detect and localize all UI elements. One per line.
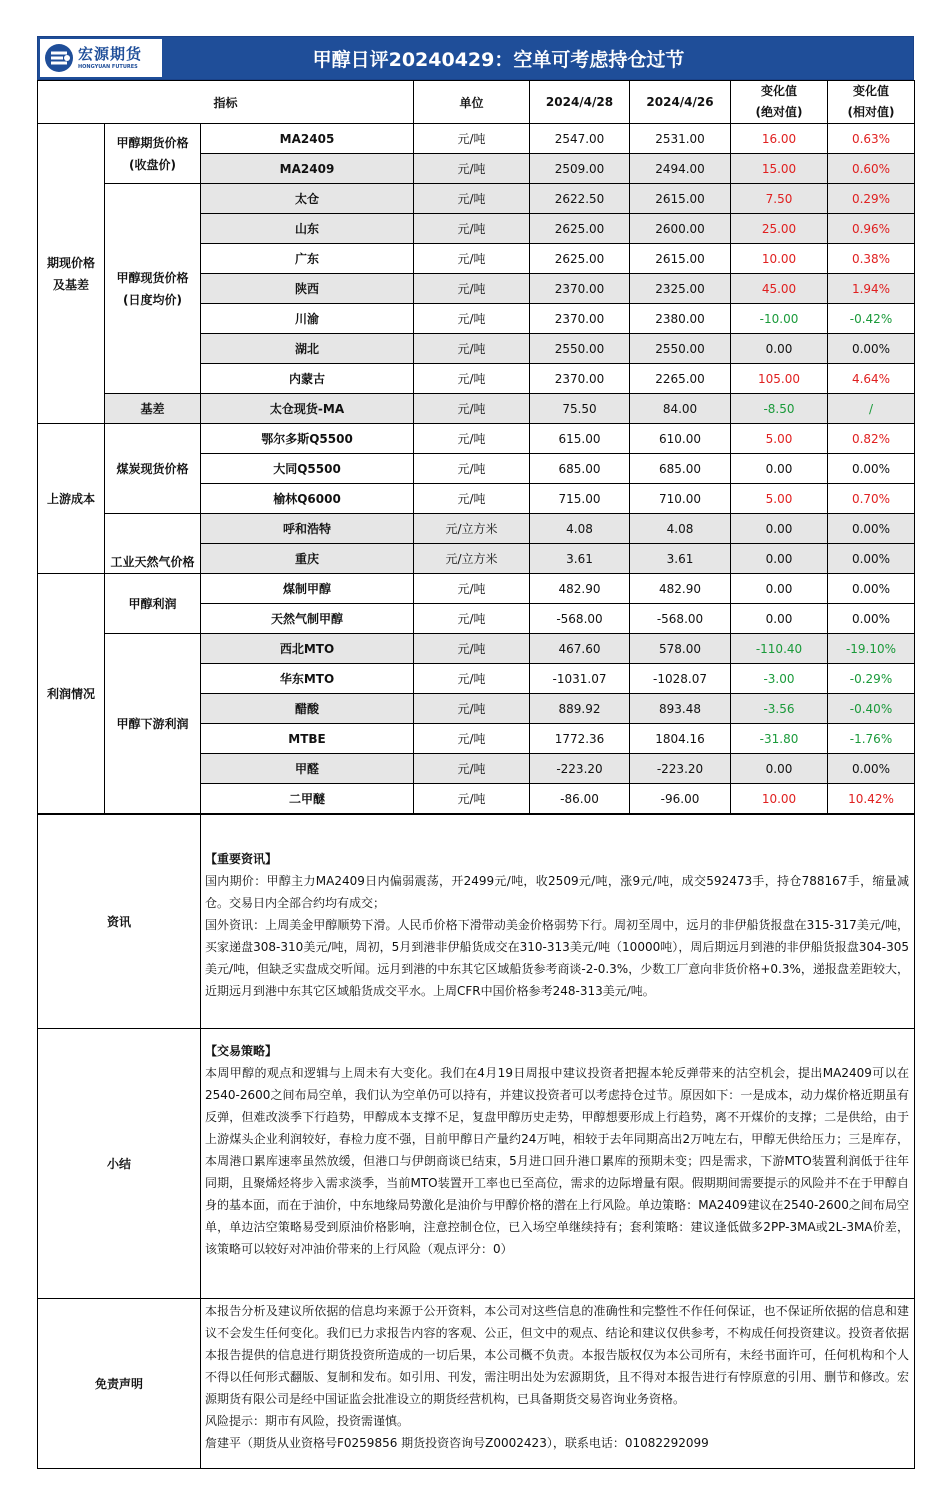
logo-name-cn: 宏源期货 xyxy=(78,44,143,63)
cell-change-rel: 0.00% xyxy=(828,754,915,784)
cell-value-date1: 2370.00 xyxy=(530,364,630,394)
cell-value-date2: 3.61 xyxy=(630,544,731,574)
cell-unit: 元/吨 xyxy=(414,154,530,184)
group-label-spot: 甲醇现货价格 (日度均价) xyxy=(105,184,201,394)
cell-change-rel: 10.42% xyxy=(828,784,915,814)
cell-value-date2: 893.48 xyxy=(630,694,731,724)
cell-change-rel: -0.42% xyxy=(828,304,915,334)
cell-value-date2: 1804.16 xyxy=(630,724,731,754)
cell-unit: 元/立方米 xyxy=(414,544,530,574)
cell-indicator-name: 广东 xyxy=(201,244,414,274)
cell-indicator-name: 西北MTO xyxy=(201,634,414,664)
cell-change-abs: 15.00 xyxy=(731,154,828,184)
cell-indicator-name: 榆林Q6000 xyxy=(201,484,414,514)
news-overseas: 国外资讯：上周美金甲醇顺势下滑。人民币价格下滑带动美金价格弱势下行。周初至周中，远月的非伊船货报盘在315-317美元/吨，买家递盘308-310美元/吨，周初，5月到港非伊船货成交在310-313美元/吨（10000吨），周后期远月到港的非伊船货报盘304-305美元/吨，但缺乏实盘成交听闻。远月到港的中东其它区域船货参考商谈-2-0.3%，少数工厂意向非货价格+0.3%，递报盘差距较大，近期远月到港中东其它区域船货成交平水。上周CFR中国价格参考248-313美元/吨。 xyxy=(205,918,909,998)
cell-value-date2: 4.08 xyxy=(630,514,731,544)
cell-change-rel: 0.63% xyxy=(828,124,915,154)
cell-change-rel: 0.96% xyxy=(828,214,915,244)
hongyuan-logo-icon xyxy=(44,43,74,73)
cell-value-date1: 1772.36 xyxy=(530,724,630,754)
cell-unit: 元/吨 xyxy=(414,184,530,214)
cell-value-date2: 2615.00 xyxy=(630,244,731,274)
summary-label: 小结 xyxy=(38,1029,201,1299)
cell-indicator-name: 山东 xyxy=(201,214,414,244)
cell-value-date1: 889.92 xyxy=(530,694,630,724)
cell-change-abs: 10.00 xyxy=(731,244,828,274)
report-header xyxy=(37,36,914,80)
analyst-contact: 詹建平（期货从业资格号F0259856 期货投资咨询号Z0002423），联系电话：01082292099 xyxy=(205,1436,709,1450)
table-row xyxy=(38,574,915,604)
cell-indicator-name: 陕西 xyxy=(201,274,414,304)
cell-value-date1: -568.00 xyxy=(530,604,630,634)
cell-change-rel: 0.82% xyxy=(828,424,915,454)
section-label-profit: 利润情况 xyxy=(38,574,105,814)
cell-value-date2: -96.00 xyxy=(630,784,731,814)
cell-unit: 元/吨 xyxy=(414,484,530,514)
cell-change-rel: 0.29% xyxy=(828,184,915,214)
cell-value-date1: 2622.50 xyxy=(530,184,630,214)
cell-unit: 元/吨 xyxy=(414,124,530,154)
cell-indicator-name: MA2409 xyxy=(201,154,414,184)
cell-value-date2: 84.00 xyxy=(630,394,731,424)
cell-indicator-name: MA2405 xyxy=(201,124,414,154)
disclaimer-body: 本报告分析及建议所依据的信息均来源于公开资料，本公司对这些信息的准确性和完整性不作任何保证，也不保证所依据的信息和建议不会发生任何变化。我们已力求报告内容的客观、公正，但文中的观点、结论和建议仅供参考，不构成任何投资建议。投资者依据本报告提供的信息进行期货投资所造成的一切后果，本公司概不负责。本报告版权仅为本公司所有，未经书面许可，任何机构和个人不得以任何形式翻版、复制和发布。如引用、刊发，需注明出处为宏源期货，且不得对本报告进行有悖原意的引用、删节和修改。宏源期货有限公司是经中国证监会批准设立的期货经营机构，已具备期货交易咨询业务资格。 xyxy=(205,1304,909,1406)
cell-indicator-name: 呼和浩特 xyxy=(201,514,414,544)
cell-change-abs: 25.00 xyxy=(731,214,828,244)
cell-value-date1: 2509.00 xyxy=(530,154,630,184)
cell-change-rel: 0.70% xyxy=(828,484,915,514)
cell-change-abs: 0.00 xyxy=(731,754,828,784)
cell-unit: 元/吨 xyxy=(414,214,530,244)
cell-change-abs: -8.50 xyxy=(731,394,828,424)
cell-value-date1: 2370.00 xyxy=(530,304,630,334)
cell-value-date2: -223.20 xyxy=(630,754,731,784)
cell-value-date1: 4.08 xyxy=(530,514,630,544)
cell-indicator-name: 太仓 xyxy=(201,184,414,214)
cell-change-abs: 105.00 xyxy=(731,364,828,394)
cell-change-abs: -10.00 xyxy=(731,304,828,334)
cell-value-date1: -1031.07 xyxy=(530,664,630,694)
table-row xyxy=(38,424,915,454)
col-header-date1: 2024/4/28 xyxy=(530,81,630,124)
table-row xyxy=(38,514,915,544)
table-header-row xyxy=(38,81,915,124)
cell-indicator-name: 天然气制甲醇 xyxy=(201,604,414,634)
cell-change-abs: 5.00 xyxy=(731,424,828,454)
cell-value-date1: 3.61 xyxy=(530,544,630,574)
cell-value-date2: 2550.00 xyxy=(630,334,731,364)
cell-change-abs: -110.40 xyxy=(731,634,828,664)
cell-unit: 元/吨 xyxy=(414,634,530,664)
table-row xyxy=(38,634,915,664)
cell-value-date2: 610.00 xyxy=(630,424,731,454)
cell-value-date2: -568.00 xyxy=(630,604,731,634)
cell-change-rel: -19.10% xyxy=(828,634,915,664)
cell-value-date1: 685.00 xyxy=(530,454,630,484)
cell-unit: 元/吨 xyxy=(414,244,530,274)
summary-body: 本周甲醇的观点和逻辑与上周未有大变化。我们在4月19日周报中建议投资者把握本轮反弹带来的沽空机会，提出MA2409可以在2540-2600之间布局空单，我们认为空单仍可以持有，并建议投资者可以考虑持仓过节。原因如下：一是成本，动力煤价格近期虽有反弹，但难改淡季下行趋势，甲醇成本支撑不足，复盘甲醇历史走势，甲醇想要形成上行趋势，离不开煤价的支撑；二是供给，由于上游煤头企业利润较好，春检力度不强，目前甲醇日产量约24万吨，相较于去年同期高出2万吨左右，甲醇无供给压力；三是库存，本周港口累库速率虽然放缓，但港口与伊朗商谈已结束，5月进口回升港口累库的预期未变；四是需求，下游MTO装置利润低于往年同期，且聚烯烃将步入需求淡季，当前MTO装置开工率也已至高位，需求的边际增量有限。假期期间需要提示的风险并不在于甲醇自身的基本面，而在于油价，中东地缘局势激化是油价与甲醇价格的潜在上行风险。单边策略：MA2409建议在2540-2600之间布局空单，单边沽空策略易受到原油价格影响，注意控制仓位，已入场空单继续持有；套利策略：建议逢低做多2PP-3MA或2L-3MA价差，该策略可以较好对冲油价带来的上行风险（观点评分：0） xyxy=(205,1066,909,1256)
group-label-downstream: 甲醇下游利润 xyxy=(105,634,201,814)
col-header-unit: 单位 xyxy=(414,81,530,124)
news-label: 资讯 xyxy=(38,815,201,1029)
cell-change-abs: 0.00 xyxy=(731,454,828,484)
cell-change-rel: / xyxy=(828,394,915,424)
cell-change-rel: 0.00% xyxy=(828,574,915,604)
cell-indicator-name: 内蒙古 xyxy=(201,364,414,394)
logo-name-en: HONGYUAN FUTURES xyxy=(78,63,138,70)
cell-change-abs: -3.56 xyxy=(731,694,828,724)
cell-unit: 元/吨 xyxy=(414,604,530,634)
cell-value-date1: 2370.00 xyxy=(530,274,630,304)
cell-indicator-name: 湖北 xyxy=(201,334,414,364)
cell-unit: 元/吨 xyxy=(414,454,530,484)
cell-indicator-name: 太仓现货-MA xyxy=(201,394,414,424)
cell-change-abs: 16.00 xyxy=(731,124,828,154)
cell-unit: 元/吨 xyxy=(414,274,530,304)
disclaimer-content xyxy=(201,1299,915,1469)
cell-change-abs: 0.00 xyxy=(731,334,828,364)
news-content xyxy=(201,815,915,1029)
cell-unit: 元/吨 xyxy=(414,664,530,694)
cell-value-date2: 710.00 xyxy=(630,484,731,514)
group-label-futures: 甲醇期货价格 (收盘价) xyxy=(105,124,201,184)
cell-change-abs: 0.00 xyxy=(731,544,828,574)
cell-value-date1: 75.50 xyxy=(530,394,630,424)
table-row xyxy=(38,184,915,214)
cell-change-rel: 0.00% xyxy=(828,454,915,484)
cell-change-rel: -1.76% xyxy=(828,724,915,754)
section-label-price-basis: 期现价格 及基差 xyxy=(38,124,105,424)
cell-change-abs: 0.00 xyxy=(731,604,828,634)
cell-value-date2: 2380.00 xyxy=(630,304,731,334)
cell-value-date1: 2547.00 xyxy=(530,124,630,154)
cell-value-date1: 715.00 xyxy=(530,484,630,514)
news-heading: 【重要资讯】 xyxy=(205,852,278,866)
cell-change-abs: 0.00 xyxy=(731,514,828,544)
group-label-profit: 甲醇利润 xyxy=(105,574,201,634)
cell-unit: 元/立方米 xyxy=(414,514,530,544)
report-sheet xyxy=(37,36,914,1469)
cell-indicator-name: 华东MTO xyxy=(201,664,414,694)
risk-warning: 风险提示：期市有风险，投资需谨慎。 xyxy=(205,1414,410,1428)
cell-change-rel: 1.94% xyxy=(828,274,915,304)
cell-change-abs: -3.00 xyxy=(731,664,828,694)
cell-change-rel: 0.00% xyxy=(828,604,915,634)
col-header-change-rel: 变化值 (相对值) xyxy=(828,81,915,124)
cell-change-rel: 4.64% xyxy=(828,364,915,394)
cell-change-abs: -31.80 xyxy=(731,724,828,754)
cell-value-date1: 467.60 xyxy=(530,634,630,664)
disclaimer-row xyxy=(38,1299,915,1469)
summary-heading: 【交易策略】 xyxy=(205,1044,278,1058)
cell-unit: 元/吨 xyxy=(414,364,530,394)
col-header-date2: 2024/4/26 xyxy=(630,81,731,124)
cell-change-abs: 5.00 xyxy=(731,484,828,514)
cell-unit: 元/吨 xyxy=(414,304,530,334)
summary-content xyxy=(201,1029,915,1299)
group-label-basis: 基差 xyxy=(105,394,201,424)
cell-indicator-name: 甲醛 xyxy=(201,754,414,784)
cell-change-abs: 7.50 xyxy=(731,184,828,214)
cell-value-date1: -223.20 xyxy=(530,754,630,784)
cell-unit: 元/吨 xyxy=(414,574,530,604)
cell-indicator-name: 川渝 xyxy=(201,304,414,334)
cell-unit: 元/吨 xyxy=(414,424,530,454)
cell-change-abs: 10.00 xyxy=(731,784,828,814)
section-label-upstream-cost: 上游成本 xyxy=(38,424,105,574)
table-row xyxy=(38,124,915,154)
cell-value-date2: 2600.00 xyxy=(630,214,731,244)
cell-indicator-name: MTBE xyxy=(201,724,414,754)
cell-change-rel: 0.38% xyxy=(828,244,915,274)
cell-change-rel: 0.60% xyxy=(828,154,915,184)
cell-value-date2: 578.00 xyxy=(630,634,731,664)
disclaimer-label: 免责声明 xyxy=(38,1299,201,1469)
cell-value-date1: 2625.00 xyxy=(530,214,630,244)
cell-value-date1: -86.00 xyxy=(530,784,630,814)
cell-unit: 元/吨 xyxy=(414,724,530,754)
cell-change-rel: -0.29% xyxy=(828,664,915,694)
cell-indicator-name: 鄂尔多斯Q5500 xyxy=(201,424,414,454)
group-label-gas: 工业天然气价格 xyxy=(105,514,201,574)
cell-value-date2: 2325.00 xyxy=(630,274,731,304)
cell-change-rel: 0.00% xyxy=(828,514,915,544)
report-title: 甲醇日评20240429：空单可考虑持仓过节 xyxy=(312,48,685,71)
news-row xyxy=(38,815,915,1029)
news-domestic: 国内期价：甲醇主力MA2409日内偏弱震荡，开2499元/吨，收2509元/吨，涨9元/吨，成交592473手，持仓788167手，缩量减仓。交易日内全部合约均有成交； xyxy=(205,874,909,910)
table-row xyxy=(38,394,915,424)
cell-change-rel: -0.40% xyxy=(828,694,915,724)
cell-indicator-name: 大同Q5500 xyxy=(201,454,414,484)
commentary-table xyxy=(37,814,915,1469)
cell-change-rel: 0.00% xyxy=(828,334,915,364)
cell-value-date2: 2531.00 xyxy=(630,124,731,154)
cell-change-abs: 0.00 xyxy=(731,574,828,604)
cell-unit: 元/吨 xyxy=(414,394,530,424)
cell-value-date2: 2265.00 xyxy=(630,364,731,394)
cell-indicator-name: 重庆 xyxy=(201,544,414,574)
col-header-change-abs: 变化值 (绝对值) xyxy=(731,81,828,124)
cell-value-date2: 2615.00 xyxy=(630,184,731,214)
cell-value-date2: 685.00 xyxy=(630,454,731,484)
cell-indicator-name: 二甲醚 xyxy=(201,784,414,814)
cell-value-date2: 2494.00 xyxy=(630,154,731,184)
cell-value-date1: 2550.00 xyxy=(530,334,630,364)
cell-unit: 元/吨 xyxy=(414,754,530,784)
cell-indicator-name: 醋酸 xyxy=(201,694,414,724)
indicator-table xyxy=(37,80,915,814)
cell-value-date2: -1028.07 xyxy=(630,664,731,694)
cell-value-date1: 615.00 xyxy=(530,424,630,454)
cell-unit: 元/吨 xyxy=(414,334,530,364)
col-header-indicator: 指标 xyxy=(38,81,414,124)
cell-change-abs: 45.00 xyxy=(731,274,828,304)
company-logo xyxy=(40,39,162,77)
group-label-coal: 煤炭现货价格 xyxy=(105,424,201,514)
cell-value-date1: 2625.00 xyxy=(530,244,630,274)
summary-row xyxy=(38,1029,915,1299)
cell-unit: 元/吨 xyxy=(414,784,530,814)
cell-value-date2: 482.90 xyxy=(630,574,731,604)
cell-change-rel: 0.00% xyxy=(828,544,915,574)
cell-value-date1: 482.90 xyxy=(530,574,630,604)
cell-unit: 元/吨 xyxy=(414,694,530,724)
cell-indicator-name: 煤制甲醇 xyxy=(201,574,414,604)
